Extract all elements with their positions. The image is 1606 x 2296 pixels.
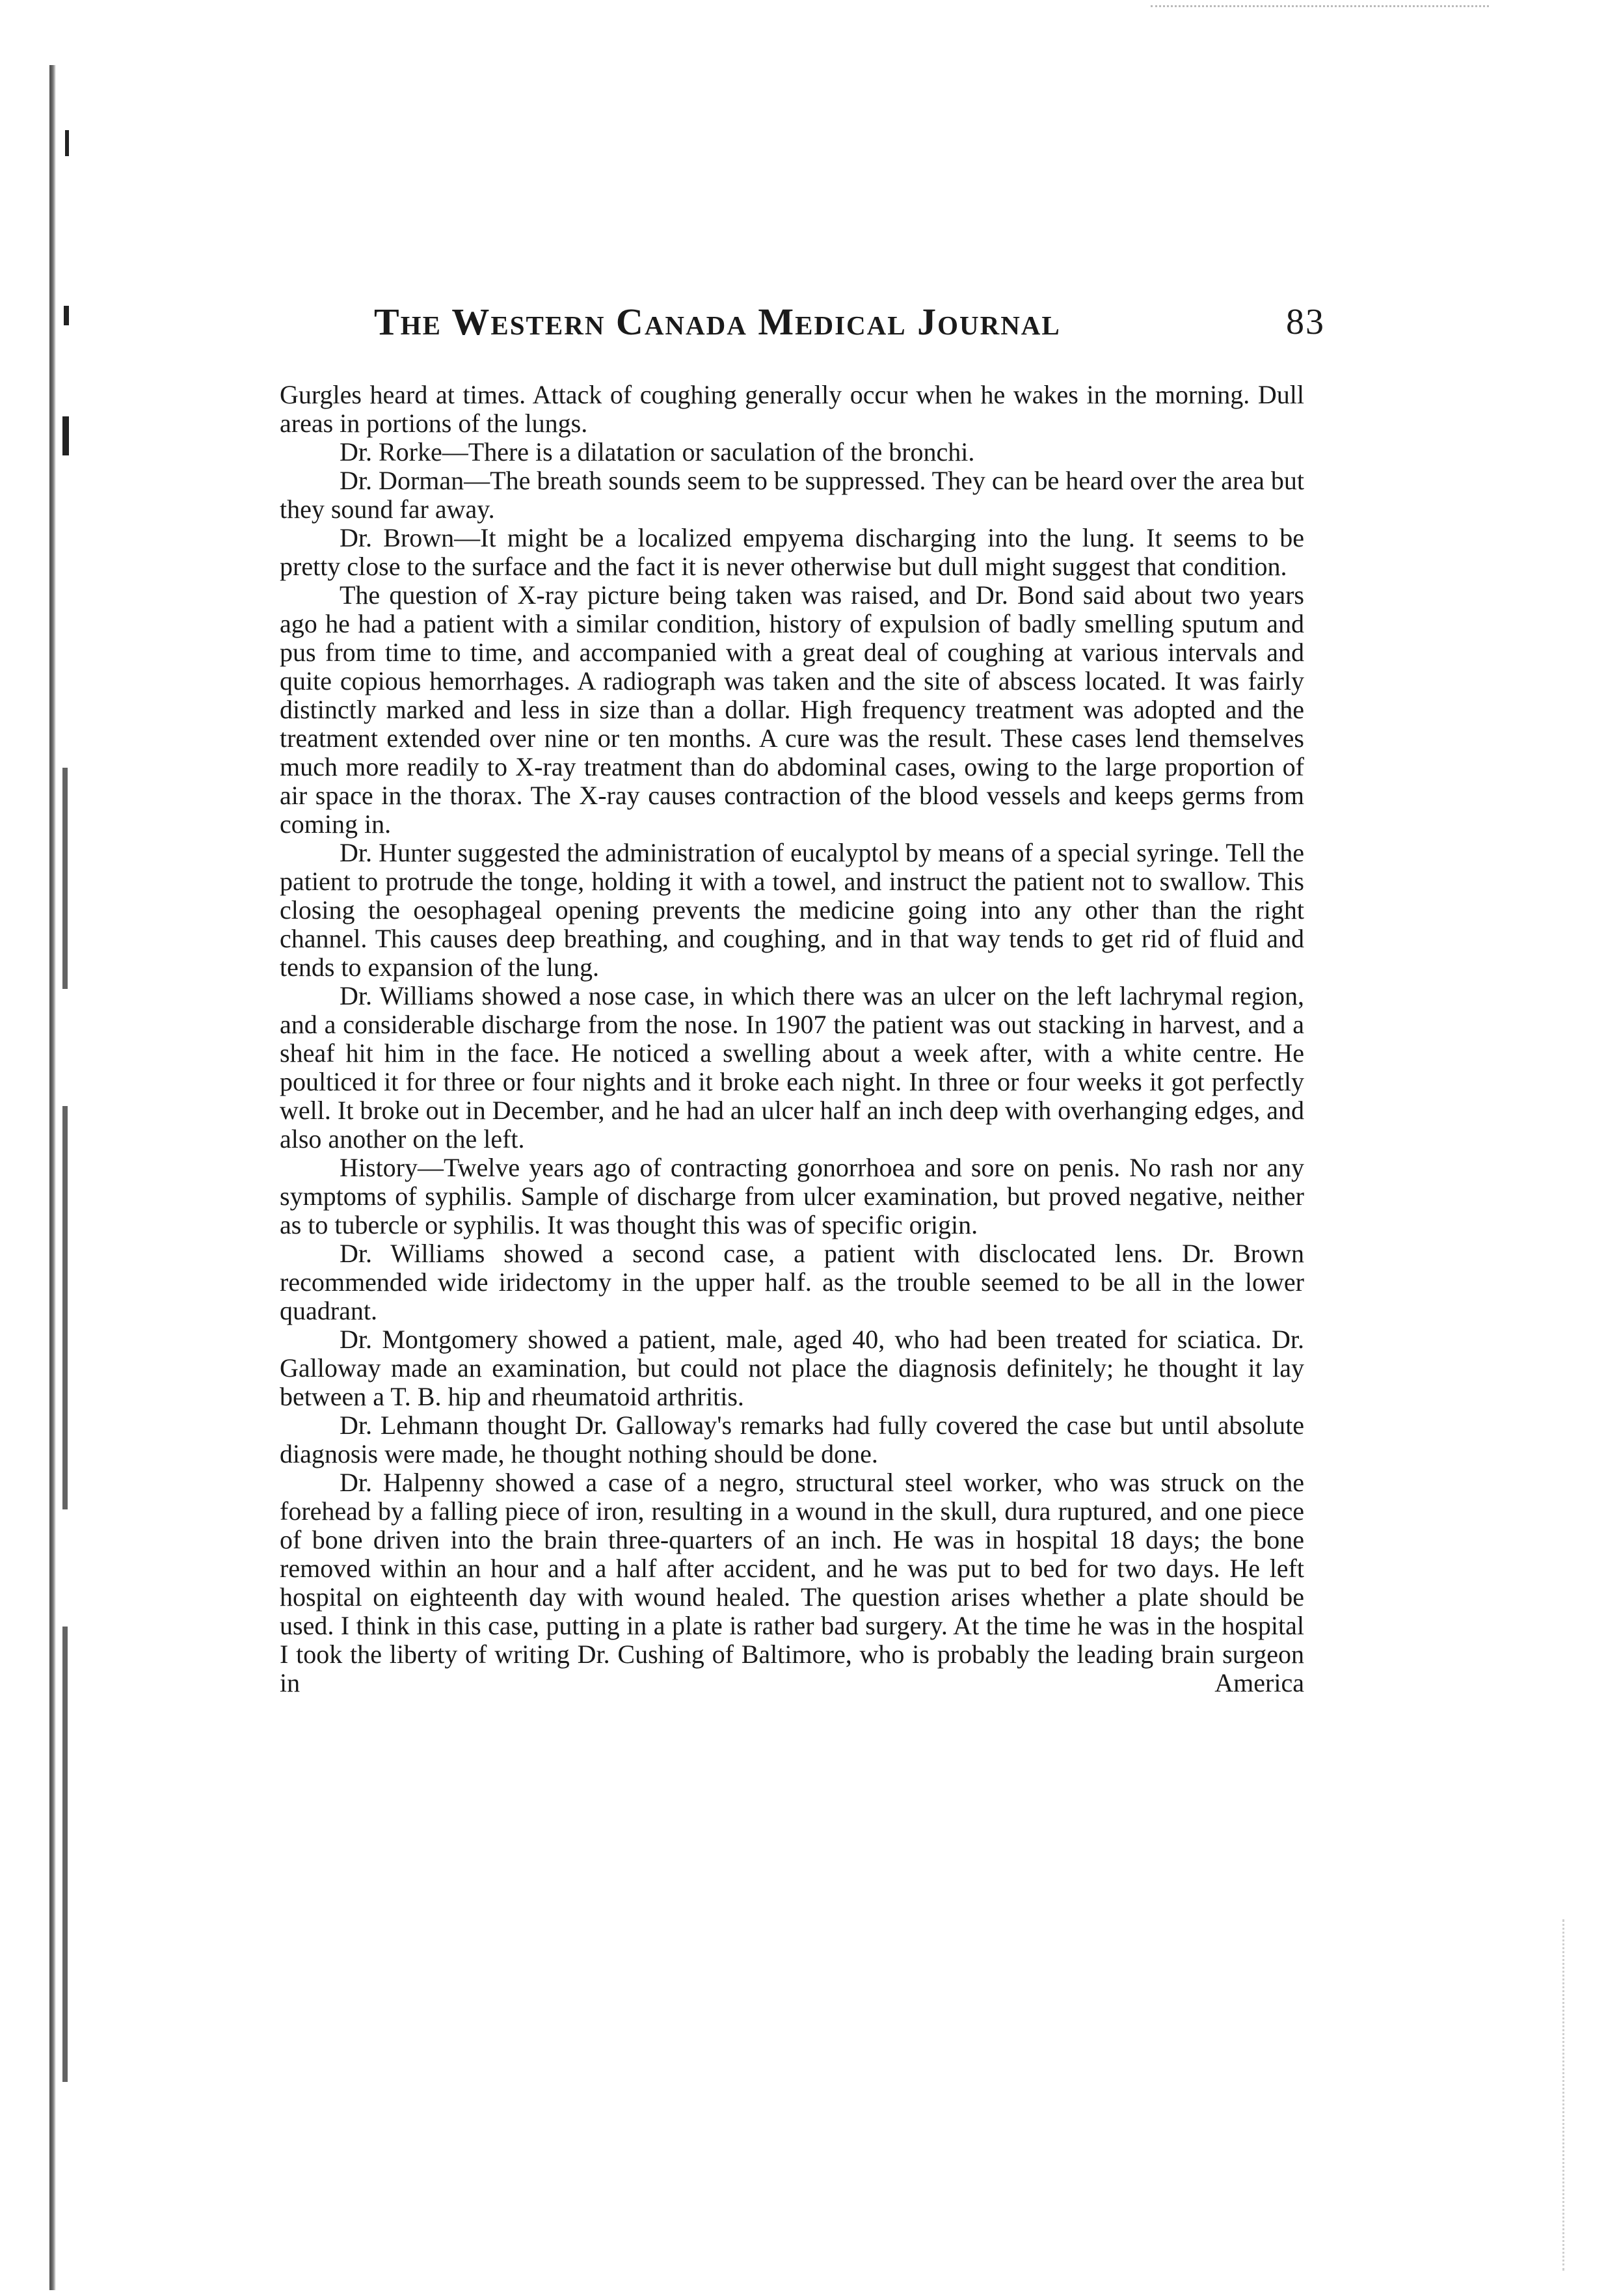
paragraph: Dr. Montgomery showed a patient, male, aged 40, who had been treated for sciatica. Dr. Galloway made an examination, but could not place the diagnosis definitely; he thought it lay between a T. B. hip and rheumatoid arthritis. bbox=[280, 1325, 1304, 1411]
page-number: 83 bbox=[1286, 302, 1325, 342]
paragraph: Dr. Williams showed a second case, a patient with disclocated lens. Dr. Brown recommended wide iridectomy in the upper half. as the trouble seemed to be all in the lower quadrant. bbox=[280, 1239, 1304, 1325]
paragraph: Dr. Hunter suggested the administration of eucalyptol by means of a special syringe. Tell the patient to protrude the tonge, holding it with a towel, and instruct the patient not to swallow. This closing the oesophageal opening prevents the medicine going into any other than the right channel. This causes deep breathing, and coughing, and in that way tends to get rid of fluid and tends to expansion of the lung. bbox=[280, 838, 1304, 982]
binding-mark bbox=[62, 1627, 68, 2082]
paragraph: The question of X-ray picture being taken was raised, and Dr. Bond said about two years ago he had a patient with a similar condition, history of expulsion of badly smelling sputum and pus from time to time, and accompanied with a great deal of coughing at various intervals and quite copious hemorrhages. A radiograph was taken and the site of abscess located. It was fairly distinctly marked and less in size than a dollar. High frequency treatment was adopted and the treatment extended over nine or ten months. A cure was the result. These cases lend themselves much more readily to X-ray treatment than do abdominal cases, owing to the large proportion of air space in the thorax. The X-ray causes contraction of the blood vessels and keeps germs from coming in. bbox=[280, 580, 1304, 839]
body-text bbox=[280, 381, 1304, 1697]
scan-speckle bbox=[1562, 1919, 1567, 2271]
running-head bbox=[374, 296, 1325, 348]
paragraph: Dr. Brown—It might be a localized empyema discharging into the lung. It seems to be pretty close to the surface and the fact it is never otherwise but dull might suggest that condition. bbox=[280, 523, 1304, 581]
paragraph: Dr. Lehmann thought Dr. Galloway's remarks had fully covered the case but until absolute diagnosis were made, he thought nothing should be done. bbox=[280, 1411, 1304, 1468]
binding-edge bbox=[49, 65, 56, 2290]
scan-speckle bbox=[1151, 5, 1489, 11]
journal-title: The Western Canada Medical Journal bbox=[374, 301, 1061, 343]
paragraph: Dr. Halpenny showed a case of a negro, structural steel worker, who was struck on the forehead by a falling piece of iron, resulting in a wound in the skull, dura ruptured, and one piece of bone driven into the brain three-quarters of an inch. He was in hospital 18 days; the bone removed within an hour and a half after accident, and he was put to bed for two days. He left hospital on eighteenth day with wound healed. The question arises whether a plate should be used. I think in this case, putting in a plate is rather bad surgery. At the time he was in the hospital I took the liberty of writing Dr. Cushing of Baltimore, who is probably the leading brain surgeon in America bbox=[280, 1468, 1304, 1697]
binding-mark bbox=[62, 1106, 68, 1509]
paragraph: Dr. Rorke—There is a dilatation or saculation of the bronchi. bbox=[340, 437, 975, 466]
binding-mark bbox=[62, 416, 69, 455]
binding-mark bbox=[64, 306, 69, 325]
binding-mark bbox=[62, 768, 68, 989]
paragraph: Dr. Dorman—The breath sounds seem to be suppressed. They can be heard over the area but they sound far away. bbox=[280, 466, 1304, 524]
paragraph: Gurgles heard at times. Attack of coughing generally occur when he wakes in the morning. Dull areas in portions of the lungs. bbox=[280, 380, 1304, 438]
paragraph: History—Twelve years ago of contracting gonorrhoea and sore on penis. No rash nor any symptoms of syphilis. Sample of discharge from ulcer examination, but proved negative, neither as to tubercle or syphilis. It was thought this was of specific origin. bbox=[280, 1153, 1304, 1239]
paragraph: Dr. Williams showed a nose case, in which there was an ulcer on the left lachrymal region, and a considerable discharge from the nose. In 1907 the patient was out stacking in harvest, and a sheaf hit him in the face. He noticed a swelling about a week after, with a white centre. He poulticed it for three or four nights and it broke each night. In three or four weeks it got perfectly well. It broke out in December, and he had an ulcer half an inch deep with overhanging edges, and also another on the left. bbox=[280, 981, 1304, 1154]
binding-mark bbox=[65, 130, 69, 156]
